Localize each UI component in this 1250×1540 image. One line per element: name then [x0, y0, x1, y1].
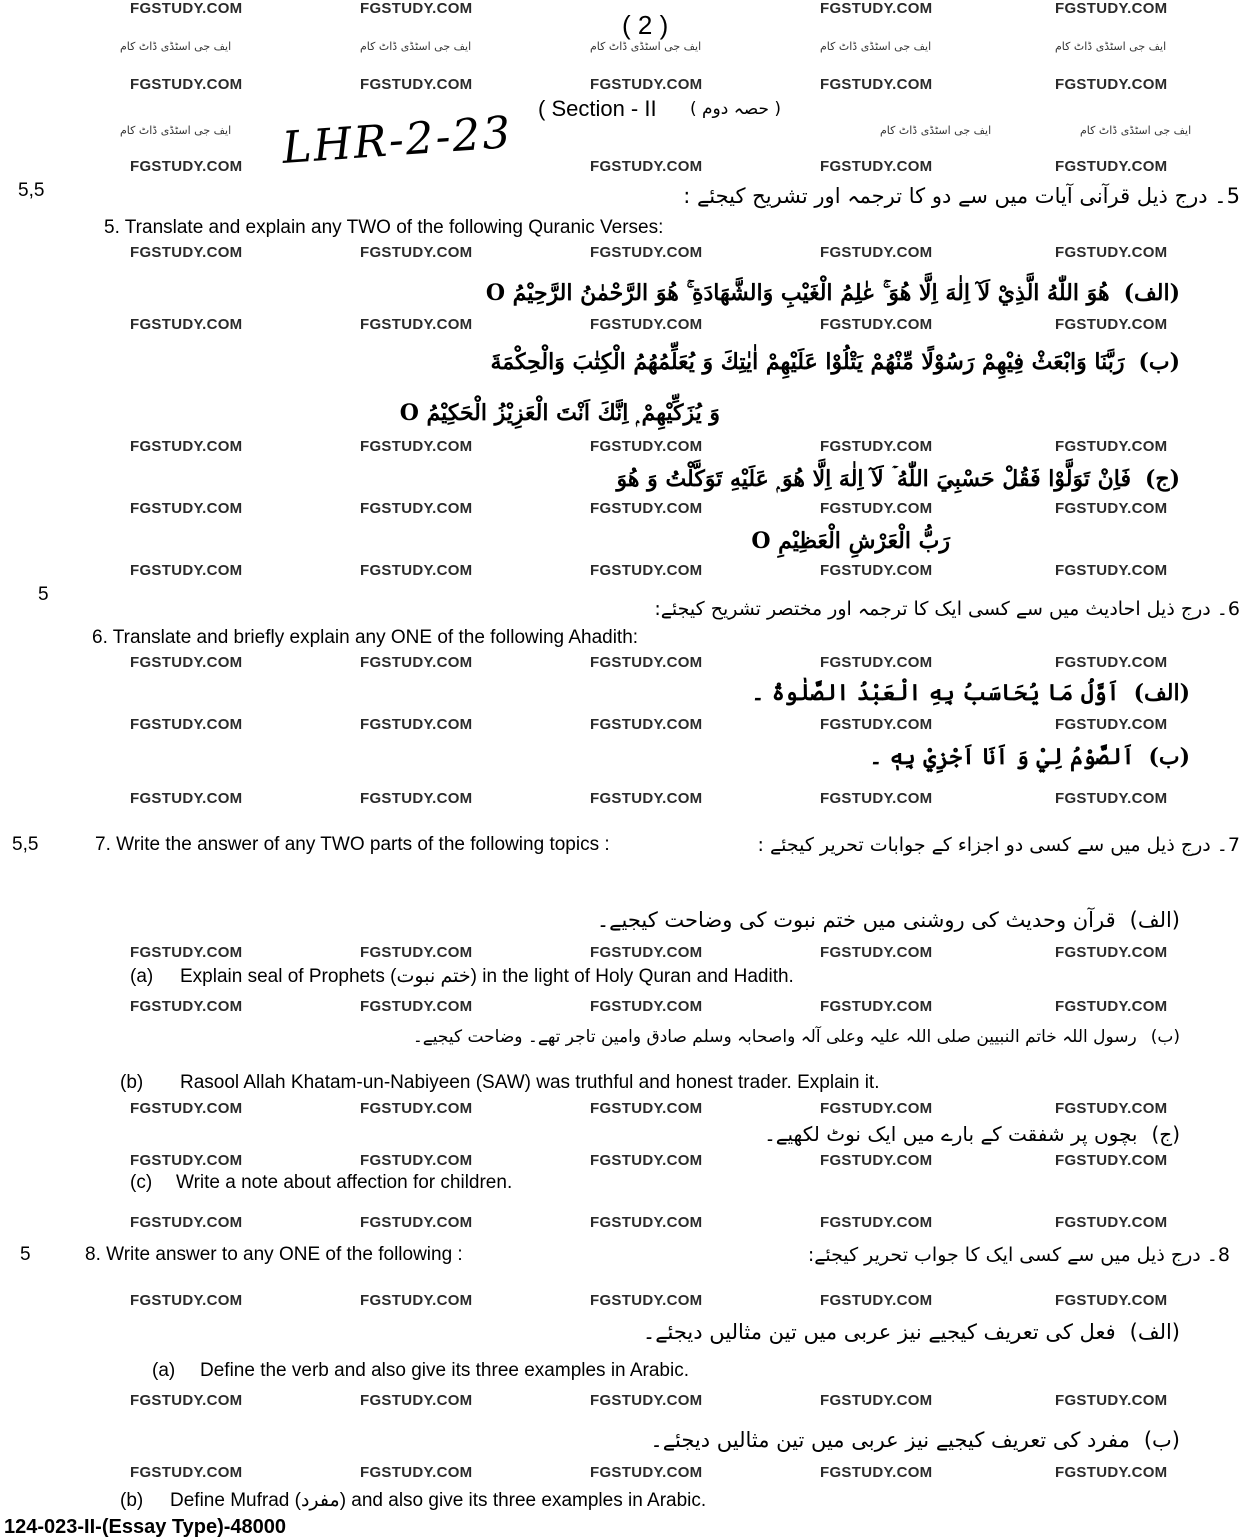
watermark-text: FGSTUDY.COM: [590, 1100, 703, 1117]
q5-part-b-label: (ب): [1138, 349, 1180, 375]
watermark-text: FGSTUDY.COM: [130, 944, 243, 961]
watermark-text: FGSTUDY.COM: [820, 1292, 933, 1309]
handwritten-note: LHR-2-23: [280, 107, 514, 174]
watermark-text: FGSTUDY.COM: [590, 562, 703, 579]
watermark-text: FGSTUDY.COM: [820, 1464, 933, 1481]
q6-part-a-hadith: اَوَّلُ مَا يُحَاسَبُ بِهِ الْعَبْدُ الصَّلٰوةُ ۔: [751, 680, 1120, 706]
watermark-text: FGSTUDY.COM: [820, 438, 933, 455]
q5-part-a-label: (الف): [1123, 280, 1180, 306]
watermark-text: FGSTUDY.COM: [360, 244, 473, 261]
watermark-text: FGSTUDY.COM: [590, 654, 703, 671]
watermark-text: FGSTUDY.COM: [360, 1152, 473, 1169]
q5-marks: 5,5: [18, 180, 45, 201]
watermark-text: FGSTUDY.COM: [130, 1100, 243, 1117]
watermark-text-urdu: ایف جی اسٹڈی ڈاٹ کام: [880, 124, 992, 137]
watermark-text: FGSTUDY.COM: [1055, 1152, 1168, 1169]
q7-english: 7. Write the answer of any TWO parts of the following topics :: [95, 834, 610, 855]
watermark-text: FGSTUDY.COM: [590, 76, 703, 93]
q8-part-a-label-ur: (الف): [1129, 1320, 1180, 1344]
q8-part-b-label-ur: (ب): [1143, 1428, 1180, 1452]
q8-part-b-urdu-row: [650, 1426, 1180, 1454]
watermark-text: FGSTUDY.COM: [360, 998, 473, 1015]
q7-part-b-urdu-row: [413, 1024, 1180, 1050]
watermark-text: FGSTUDY.COM: [360, 76, 473, 93]
watermark-text: FGSTUDY.COM: [1055, 316, 1168, 333]
watermark-text-urdu: ایف جی اسٹڈی ڈاٹ کام: [1080, 124, 1192, 137]
q7-part-a-urdu: قرآن وحدیث کی روشنی میں ختم نبوت کی وضاحت کیجیے۔: [596, 908, 1116, 932]
watermark-text: FGSTUDY.COM: [130, 1152, 243, 1169]
watermark-text: FGSTUDY.COM: [360, 1100, 473, 1117]
watermark-text: FGSTUDY.COM: [1055, 998, 1168, 1015]
watermark-text: FGSTUDY.COM: [130, 316, 243, 333]
q7-part-a-english: Explain seal of Prophets (ختم نبوت) in the light of Holy Quran and Hadith.: [180, 966, 794, 987]
watermark-text: FGSTUDY.COM: [820, 562, 933, 579]
watermark-text: FGSTUDY.COM: [1055, 1292, 1168, 1309]
watermark-text: FGSTUDY.COM: [130, 562, 243, 579]
q8-english: 8. Write answer to any ONE of the following :: [85, 1244, 463, 1265]
watermark-text-urdu: ایف جی اسٹڈی ڈاٹ کام: [120, 40, 232, 53]
q6-marks: 5: [38, 584, 49, 605]
q7-part-c-label-en: (c): [130, 1172, 153, 1193]
page-number: ( 2 ): [622, 10, 669, 40]
q5-part-b-verse: رَبَّنَا وَابْعَثْ فِيْهِمْ رَسُوْلًا مِّنْهُمْ يَتْلُوْا عَلَيْهِمْ اٰيٰتِكَ وَ يُعَلِّمُهُمُ الْكِتٰبَ وَالْحِكْمَةَ: [490, 349, 1125, 375]
watermark-text: FGSTUDY.COM: [820, 654, 933, 671]
q8-part-a-urdu: فعل کی تعریف کیجیے نیز عربی میں تین مثالیں دیجئے۔: [642, 1320, 1116, 1344]
watermark-text: FGSTUDY.COM: [590, 716, 703, 733]
q5-english: 5. Translate and explain any TWO of the following Quranic Verses:: [104, 217, 664, 238]
watermark-text: FGSTUDY.COM: [130, 158, 243, 175]
watermark-text: FGSTUDY.COM: [130, 1392, 243, 1409]
q7-urdu: 7۔ درج ذیل میں سے کسی دو اجزاء کے جوابات تحریر کیجئے :: [757, 834, 1240, 856]
watermark-text: FGSTUDY.COM: [590, 1214, 703, 1231]
watermark-text: FGSTUDY.COM: [820, 0, 933, 17]
watermark-text: FGSTUDY.COM: [1055, 1214, 1168, 1231]
q7-marks: 5,5: [12, 834, 39, 855]
watermark-text-urdu: ایف جی اسٹڈی ڈاٹ کام: [820, 40, 932, 53]
q7-part-b-label-en: (b): [120, 1072, 144, 1093]
watermark-text: FGSTUDY.COM: [360, 654, 473, 671]
watermark-text: FGSTUDY.COM: [130, 76, 243, 93]
watermark-text: FGSTUDY.COM: [820, 158, 933, 175]
watermark-text-urdu: ایف جی اسٹڈی ڈاٹ کام: [1055, 40, 1167, 53]
watermark-text: FGSTUDY.COM: [590, 500, 703, 517]
q5-part-c-verse: فَاِنْ تَوَلَّوْا فَقُلْ حَسْبِيَ اللّٰهُ ۡ لَآ اِلٰهَ اِلَّا هُوَ ۭ عَلَيْهِ تَوَكَّلْتُ وَ هُوَ: [616, 466, 1131, 492]
watermark-text: FGSTUDY.COM: [590, 1464, 703, 1481]
watermark-text: FGSTUDY.COM: [820, 1214, 933, 1231]
watermark-text: FGSTUDY.COM: [1055, 562, 1168, 579]
watermark-text: FGSTUDY.COM: [130, 438, 243, 455]
q6-part-b-hadith: اَلصَّوْمُ لِيْ وَ اَنَا اَجْزِيْ بِهٖ ۔: [869, 744, 1135, 770]
watermark-text: FGSTUDY.COM: [820, 76, 933, 93]
q8-part-b-english: Define Mufrad (مفرد) and also give its three examples in Arabic.: [170, 1490, 707, 1511]
q6-english: 6. Translate and briefly explain any ONE of the following Ahadith:: [92, 627, 639, 648]
q5-part-c: [617, 462, 1180, 496]
watermark-text: FGSTUDY.COM: [590, 944, 703, 961]
q7-part-a-label-en: (a): [130, 966, 154, 987]
watermark-text: FGSTUDY.COM: [360, 0, 473, 17]
q7-part-b-urdu: رسول اللہ خاتم النبیین صلی اللہ علیہ وعلی آلہ واصحابہ وسلم صادق وامین تاجر تھے۔ وضاحت کیجیے۔: [412, 1027, 1137, 1047]
watermark-text: FGSTUDY.COM: [820, 1100, 933, 1117]
q8-part-a-urdu-row: [643, 1318, 1180, 1346]
q5-part-b-verse-cont: وَ يُزَكِّيْهِمْ ۭ اِنَّكَ اَنْتَ الْعَزِيْزُ الْحَكِيْمُ O: [399, 400, 720, 426]
watermark-text: FGSTUDY.COM: [590, 244, 703, 261]
q8-marks: 5: [20, 1244, 31, 1265]
q7-part-a-label-ur: (الف): [1129, 908, 1180, 932]
watermark-text: FGSTUDY.COM: [1055, 0, 1168, 17]
watermark-text: FGSTUDY.COM: [820, 716, 933, 733]
q8-urdu: 8۔ درج ذیل میں سے کسی ایک کا جواب تحریر کیجئے:: [807, 1244, 1230, 1266]
watermark-text: FGSTUDY.COM: [130, 998, 243, 1015]
watermark-text: FGSTUDY.COM: [360, 1214, 473, 1231]
q8-part-b-label-en: (b): [120, 1490, 144, 1511]
watermark-text: FGSTUDY.COM: [130, 790, 243, 807]
q5-part-c-verse-cont: رَبُّ الْعَرْشِ الْعَظِيْمِ O: [751, 528, 950, 554]
watermark-text: FGSTUDY.COM: [360, 562, 473, 579]
q5-part-b: [491, 345, 1180, 379]
q8-part-a-label-en: (a): [152, 1360, 176, 1381]
watermark-text: FGSTUDY.COM: [820, 1152, 933, 1169]
watermark-text: FGSTUDY.COM: [590, 158, 703, 175]
watermark-text: FGSTUDY.COM: [1055, 500, 1168, 517]
watermark-text: FGSTUDY.COM: [820, 1392, 933, 1409]
watermark-text: FGSTUDY.COM: [130, 1292, 243, 1309]
q8-part-b-urdu: مفرد کی تعریف کیجیے نیز عربی میں تین مثالیں دیجئے۔: [650, 1428, 1130, 1452]
watermark-text: FGSTUDY.COM: [360, 316, 473, 333]
q5-part-c-label: (ج): [1144, 466, 1180, 492]
watermark-text: FGSTUDY.COM: [1055, 944, 1168, 961]
paper-code: 124-023-II-(Essay Type)-48000: [4, 1516, 287, 1538]
q5-part-a: [486, 276, 1180, 310]
watermark-text: FGSTUDY.COM: [1055, 76, 1168, 93]
watermark-text: FGSTUDY.COM: [360, 790, 473, 807]
watermark-text: FGSTUDY.COM: [130, 0, 243, 17]
watermark-text-urdu: ایف جی اسٹڈی ڈاٹ کام: [120, 124, 232, 137]
watermark-text: FGSTUDY.COM: [590, 316, 703, 333]
watermark-text: FGSTUDY.COM: [360, 716, 473, 733]
watermark-text: FGSTUDY.COM: [130, 654, 243, 671]
watermark-text: FGSTUDY.COM: [360, 438, 473, 455]
q7-part-c-urdu: بچوں پر شفقت کے بارے میں ایک نوٹ لکھیے۔: [764, 1122, 1138, 1146]
section-title-urdu: ( حصہ دوم ): [690, 99, 781, 119]
q6-part-b: [869, 740, 1190, 774]
q7-part-c-english: Write a note about affection for children.: [176, 1172, 513, 1193]
watermark-text-urdu: ایف جی اسٹڈی ڈاٹ کام: [590, 40, 702, 53]
watermark-text: FGSTUDY.COM: [820, 500, 933, 517]
watermark-text: FGSTUDY.COM: [1055, 716, 1168, 733]
q7-part-b-label-ur: (ب): [1150, 1027, 1180, 1047]
watermark-text: FGSTUDY.COM: [590, 1292, 703, 1309]
q7-part-b-english: Rasool Allah Khatam-un-Nabiyeen (SAW) was truthful and honest trader. Explain it.: [180, 1072, 880, 1093]
watermark-text: FGSTUDY.COM: [1055, 790, 1168, 807]
q6-part-a-label: (الف): [1133, 680, 1190, 706]
watermark-text: FGSTUDY.COM: [590, 1392, 703, 1409]
watermark-text: FGSTUDY.COM: [130, 244, 243, 261]
watermark-text: FGSTUDY.COM: [820, 316, 933, 333]
q6-part-a: [751, 676, 1190, 710]
watermark-text: FGSTUDY.COM: [130, 1464, 243, 1481]
watermark-text: FGSTUDY.COM: [1055, 158, 1168, 175]
watermark-text: FGSTUDY.COM: [130, 500, 243, 517]
q5-part-a-verse: هُوَ اللّٰهُ الَّذِيْ لَآ اِلٰهَ اِلَّا هُوَ ۚ عٰلِمُ الْغَيْبِ وَالشَّهَادَةِ ۚ هُوَ الرَّحْمٰنُ الرَّحِيْمُ O: [485, 280, 1110, 306]
q7-part-c-urdu-row: [764, 1120, 1180, 1148]
watermark-text: FGSTUDY.COM: [1055, 244, 1168, 261]
watermark-text: FGSTUDY.COM: [1055, 438, 1168, 455]
q7-part-a-urdu-row: [597, 906, 1180, 934]
watermark-text: FGSTUDY.COM: [360, 1392, 473, 1409]
watermark-text: FGSTUDY.COM: [130, 1214, 243, 1231]
watermark-text: FGSTUDY.COM: [820, 944, 933, 961]
watermark-text: FGSTUDY.COM: [360, 944, 473, 961]
q8-part-a-english: Define the verb and also give its three examples in Arabic.: [200, 1360, 689, 1381]
watermark-text: FGSTUDY.COM: [360, 1292, 473, 1309]
watermark-text: FGSTUDY.COM: [360, 500, 473, 517]
watermark-text: FGSTUDY.COM: [360, 1464, 473, 1481]
watermark-text: FGSTUDY.COM: [1055, 1100, 1168, 1117]
q6-urdu: 6۔ درج ذیل احادیث میں سے کسی ایک کا ترجمہ اور مختصر تشریح کیجئے:: [654, 598, 1240, 620]
watermark-text: FGSTUDY.COM: [820, 790, 933, 807]
watermark-text: FGSTUDY.COM: [590, 438, 703, 455]
q6-part-b-label: (ب): [1148, 744, 1190, 770]
watermark-text: FGSTUDY.COM: [130, 716, 243, 733]
watermark-text: FGSTUDY.COM: [590, 998, 703, 1015]
watermark-text: FGSTUDY.COM: [1055, 1464, 1168, 1481]
q7-part-c-label-ur: (ج): [1151, 1122, 1180, 1146]
watermark-text: FGSTUDY.COM: [590, 790, 703, 807]
watermark-text-urdu: ایف جی اسٹڈی ڈاٹ کام: [360, 40, 472, 53]
watermark-text: FGSTUDY.COM: [590, 1152, 703, 1169]
watermark-text: FGSTUDY.COM: [1055, 1392, 1168, 1409]
watermark-text: FGSTUDY.COM: [1055, 654, 1168, 671]
watermark-text: FGSTUDY.COM: [820, 998, 933, 1015]
section-title: ( Section - II: [538, 96, 657, 121]
watermark-text: FGSTUDY.COM: [820, 244, 933, 261]
q5-urdu: 5۔ درج ذیل قرآنی آیات میں سے دو کا ترجمہ اور تشریح کیجئے :: [683, 184, 1240, 208]
